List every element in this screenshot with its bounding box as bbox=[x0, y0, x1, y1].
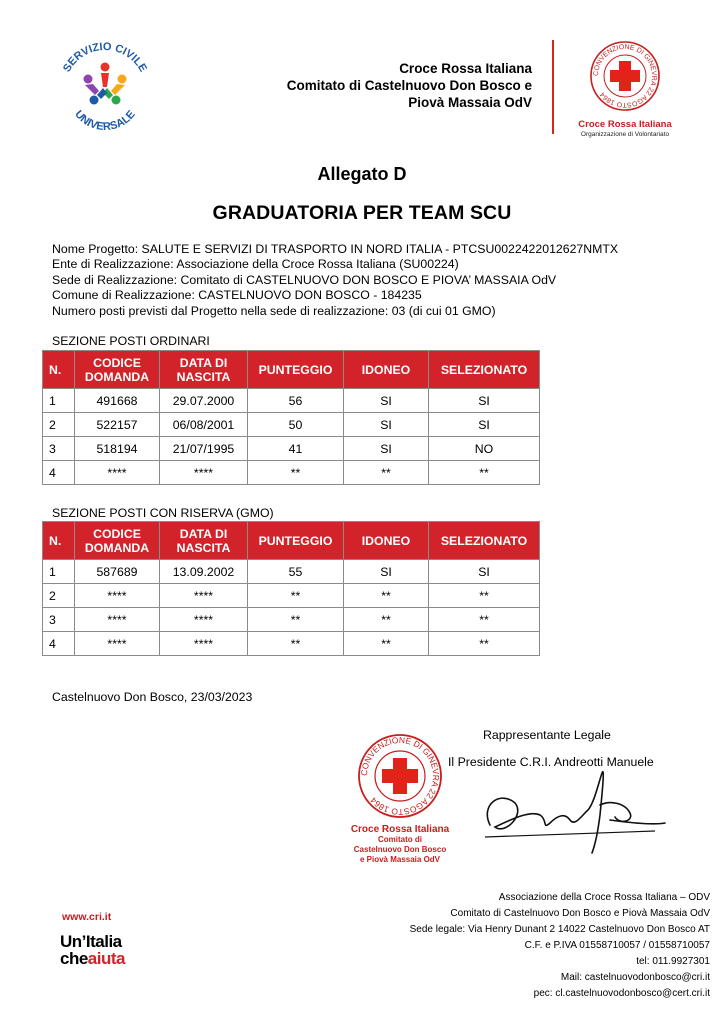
cell-n: 1 bbox=[43, 560, 75, 584]
cell-idoneo: SI bbox=[344, 560, 429, 584]
cell-selezionato: SI bbox=[429, 413, 540, 437]
footer-tel: tel: 011.9927301 bbox=[636, 956, 710, 967]
col-punteggio: PUNTEGGIO bbox=[248, 351, 344, 389]
cri-logo-name: Croce Rossa Italiana bbox=[578, 119, 672, 130]
cell-selezionato: NO bbox=[429, 437, 540, 461]
cri-logo bbox=[575, 40, 675, 138]
scu-logo bbox=[50, 35, 160, 130]
col-data-nascita bbox=[160, 351, 248, 389]
info-sede: Sede di Realizzazione: Comitato di CASTELNUOVO DON BOSCO E PIOVA’ MASSAIA OdV bbox=[52, 272, 557, 287]
col-data-nascita bbox=[160, 522, 248, 560]
col-codice-line2: DOMANDA bbox=[84, 369, 150, 384]
cell-selezionato: SI bbox=[429, 389, 540, 413]
table-row bbox=[43, 389, 540, 413]
table-row bbox=[43, 437, 540, 461]
cell-codice: **** bbox=[75, 608, 160, 632]
org-line-2: Comitato di Castelnuovo Don Bosco e bbox=[286, 78, 532, 93]
col-codice-line2: DOMANDA bbox=[84, 540, 150, 555]
col-selezionato: SELEZIONATO bbox=[429, 522, 540, 560]
cell-idoneo: ** bbox=[344, 608, 429, 632]
footer-mail[interactable]: Mail: castelnuovodonbosco@cri.it bbox=[560, 972, 710, 983]
handwritten-signature bbox=[470, 765, 670, 860]
cell-codice: **** bbox=[75, 632, 160, 656]
table-row bbox=[43, 461, 540, 485]
cell-n: 2 bbox=[43, 584, 75, 608]
stamp-sub-3: e Piovà Massaia OdV bbox=[359, 855, 441, 864]
cell-punteggio: 41 bbox=[248, 437, 344, 461]
allegato-heading: Allegato D bbox=[317, 164, 407, 184]
org-line-3: Piovà Massaia OdV bbox=[408, 95, 532, 110]
cell-punteggio: ** bbox=[248, 461, 344, 485]
table-ordinari bbox=[42, 350, 540, 485]
footer-sede-legale: Sede legale: Via Henry Dunant 2 14022 Castelnuovo Don Bosco AT bbox=[409, 924, 710, 935]
col-data-line1: DATA DI bbox=[179, 526, 228, 541]
slogan-line-1: Un’Italia bbox=[60, 932, 122, 951]
cell-punteggio: ** bbox=[248, 608, 344, 632]
footer-contact-info bbox=[410, 890, 710, 1002]
col-codice-line1: CODICE bbox=[93, 355, 141, 370]
cell-n: 4 bbox=[43, 461, 75, 485]
org-line-1: Croce Rossa Italiana bbox=[399, 61, 532, 76]
col-data-line1: DATA DI bbox=[179, 355, 228, 370]
footer-pec[interactable]: pec: cl.castelnuovodonbosco@cert.cri.it bbox=[533, 988, 710, 999]
col-selezionato: SELEZIONATO bbox=[429, 351, 540, 389]
cri-logo-subtitle: Organizzazione di Volontariato bbox=[580, 131, 670, 138]
cell-codice: **** bbox=[75, 461, 160, 485]
cell-punteggio: 50 bbox=[248, 413, 344, 437]
cell-punteggio: 56 bbox=[248, 389, 344, 413]
slogan-line-2b: aiuta bbox=[87, 949, 125, 968]
cell-punteggio: ** bbox=[248, 632, 344, 656]
svg-text:UNIVERSALE bbox=[72, 108, 138, 130]
table-header-row bbox=[43, 522, 540, 560]
cri-logo-ring-text: CONVENZIONE DI GINEVRA 22 AGOSTO 1864 bbox=[592, 43, 658, 109]
info-ente: Ente di Realizzazione: Associazione della Croce Rossa Italiana (SU00224) bbox=[52, 257, 459, 272]
cell-data: **** bbox=[160, 632, 248, 656]
cell-codice: 587689 bbox=[75, 560, 160, 584]
footer-comitato: Comitato di Castelnuovo Don Bosco e Piovà Massaia OdV bbox=[450, 908, 710, 919]
cell-codice: 518194 bbox=[75, 437, 160, 461]
col-codice-line1: CODICE bbox=[93, 526, 141, 541]
cell-n: 1 bbox=[43, 389, 75, 413]
cell-codice: 491668 bbox=[75, 389, 160, 413]
cell-codice: **** bbox=[75, 584, 160, 608]
cell-idoneo: ** bbox=[344, 461, 429, 485]
cell-selezionato: SI bbox=[429, 560, 540, 584]
cell-idoneo: SI bbox=[344, 413, 429, 437]
footer-website-link[interactable]: www.cri.it bbox=[62, 911, 112, 923]
project-info bbox=[52, 242, 618, 319]
place-date: Castelnuovo Don Bosco, 23/03/2023 bbox=[52, 690, 253, 704]
col-idoneo: IDONEO bbox=[344, 351, 429, 389]
footer-assoc: Associazione della Croce Rossa Italiana – ODV bbox=[498, 892, 710, 903]
table-row bbox=[43, 608, 540, 632]
col-data-line2: NASCITA bbox=[176, 540, 231, 555]
cell-idoneo: SI bbox=[344, 437, 429, 461]
cell-data: **** bbox=[160, 461, 248, 485]
col-n: N. bbox=[43, 351, 75, 389]
organization-header bbox=[287, 60, 532, 111]
cell-punteggio: ** bbox=[248, 584, 344, 608]
cell-selezionato: ** bbox=[429, 584, 540, 608]
stamp-sub-1: Comitato di bbox=[378, 835, 422, 844]
president-name: Il Presidente C.R.I. Andreotti Manuele bbox=[448, 755, 654, 769]
col-data-line2: NASCITA bbox=[176, 369, 231, 384]
info-nome-progetto: Nome Progetto: SALUTE E SERVIZI DI TRASPORTO IN NORD ITALIA - PTCSU0022422012627NMTX bbox=[52, 242, 619, 256]
stamp-name: Croce Rossa Italiana bbox=[350, 824, 450, 835]
cell-selezionato: ** bbox=[429, 632, 540, 656]
cell-data: 21/07/1995 bbox=[160, 437, 248, 461]
stamp-ring-text: CONVENZIONE DI GINEVRA 22 AGOSTO 1864 bbox=[358, 734, 442, 818]
cell-codice: 522157 bbox=[75, 413, 160, 437]
cell-data: 13.09.2002 bbox=[160, 560, 248, 584]
footer-cf-piva: C.F. e P.IVA 01558710057 / 01558710057 bbox=[524, 940, 710, 951]
cell-n: 2 bbox=[43, 413, 75, 437]
section-riserva-label: SEZIONE POSTI CON RISERVA (GMO) bbox=[52, 506, 274, 520]
slogan-logo bbox=[60, 933, 125, 967]
cell-idoneo: ** bbox=[344, 632, 429, 656]
scu-logo-bottom-text: UNIVERSALE bbox=[72, 108, 138, 130]
cell-n: 3 bbox=[43, 437, 75, 461]
scu-logo-top-text: SERVIZIO CIVILE bbox=[61, 40, 149, 75]
cell-idoneo: SI bbox=[344, 389, 429, 413]
cell-data: **** bbox=[160, 608, 248, 632]
stamp-sub-2: Castelnuovo Don Bosco bbox=[353, 845, 447, 854]
col-codice-domanda bbox=[75, 351, 160, 389]
cell-n: 4 bbox=[43, 632, 75, 656]
section-ordinari-label: SEZIONE POSTI ORDINARI bbox=[52, 334, 210, 348]
table-row bbox=[43, 632, 540, 656]
info-comune: Comune di Realizzazione: CASTELNUOVO DON BOSCO - 184235 bbox=[52, 288, 422, 303]
table-row bbox=[43, 584, 540, 608]
col-idoneo: IDONEO bbox=[344, 522, 429, 560]
slogan-line-2a: che bbox=[60, 949, 88, 968]
table-row bbox=[43, 560, 540, 584]
cell-selezionato: ** bbox=[429, 461, 540, 485]
cell-selezionato: ** bbox=[429, 608, 540, 632]
document-title: GRADUATORIA PER TEAM SCU bbox=[212, 202, 512, 224]
cell-data: 29.07.2000 bbox=[160, 389, 248, 413]
official-stamp bbox=[335, 733, 465, 865]
info-numero-posti: Numero posti previsti dal Progetto nella sede di realizzazione: 03 (di cui 01 GMO) bbox=[52, 303, 496, 318]
cell-data: **** bbox=[160, 584, 248, 608]
table-riserva bbox=[42, 521, 540, 656]
col-n: N. bbox=[43, 522, 75, 560]
cell-idoneo: ** bbox=[344, 584, 429, 608]
cell-punteggio: 55 bbox=[248, 560, 344, 584]
cell-n: 3 bbox=[43, 608, 75, 632]
cell-data: 06/08/2001 bbox=[160, 413, 248, 437]
legal-representative-title: Rappresentante Legale bbox=[483, 728, 611, 742]
header-divider bbox=[552, 40, 554, 134]
table-row bbox=[43, 413, 540, 437]
table-header-row bbox=[43, 351, 540, 389]
col-codice-domanda bbox=[75, 522, 160, 560]
col-punteggio: PUNTEGGIO bbox=[248, 522, 344, 560]
